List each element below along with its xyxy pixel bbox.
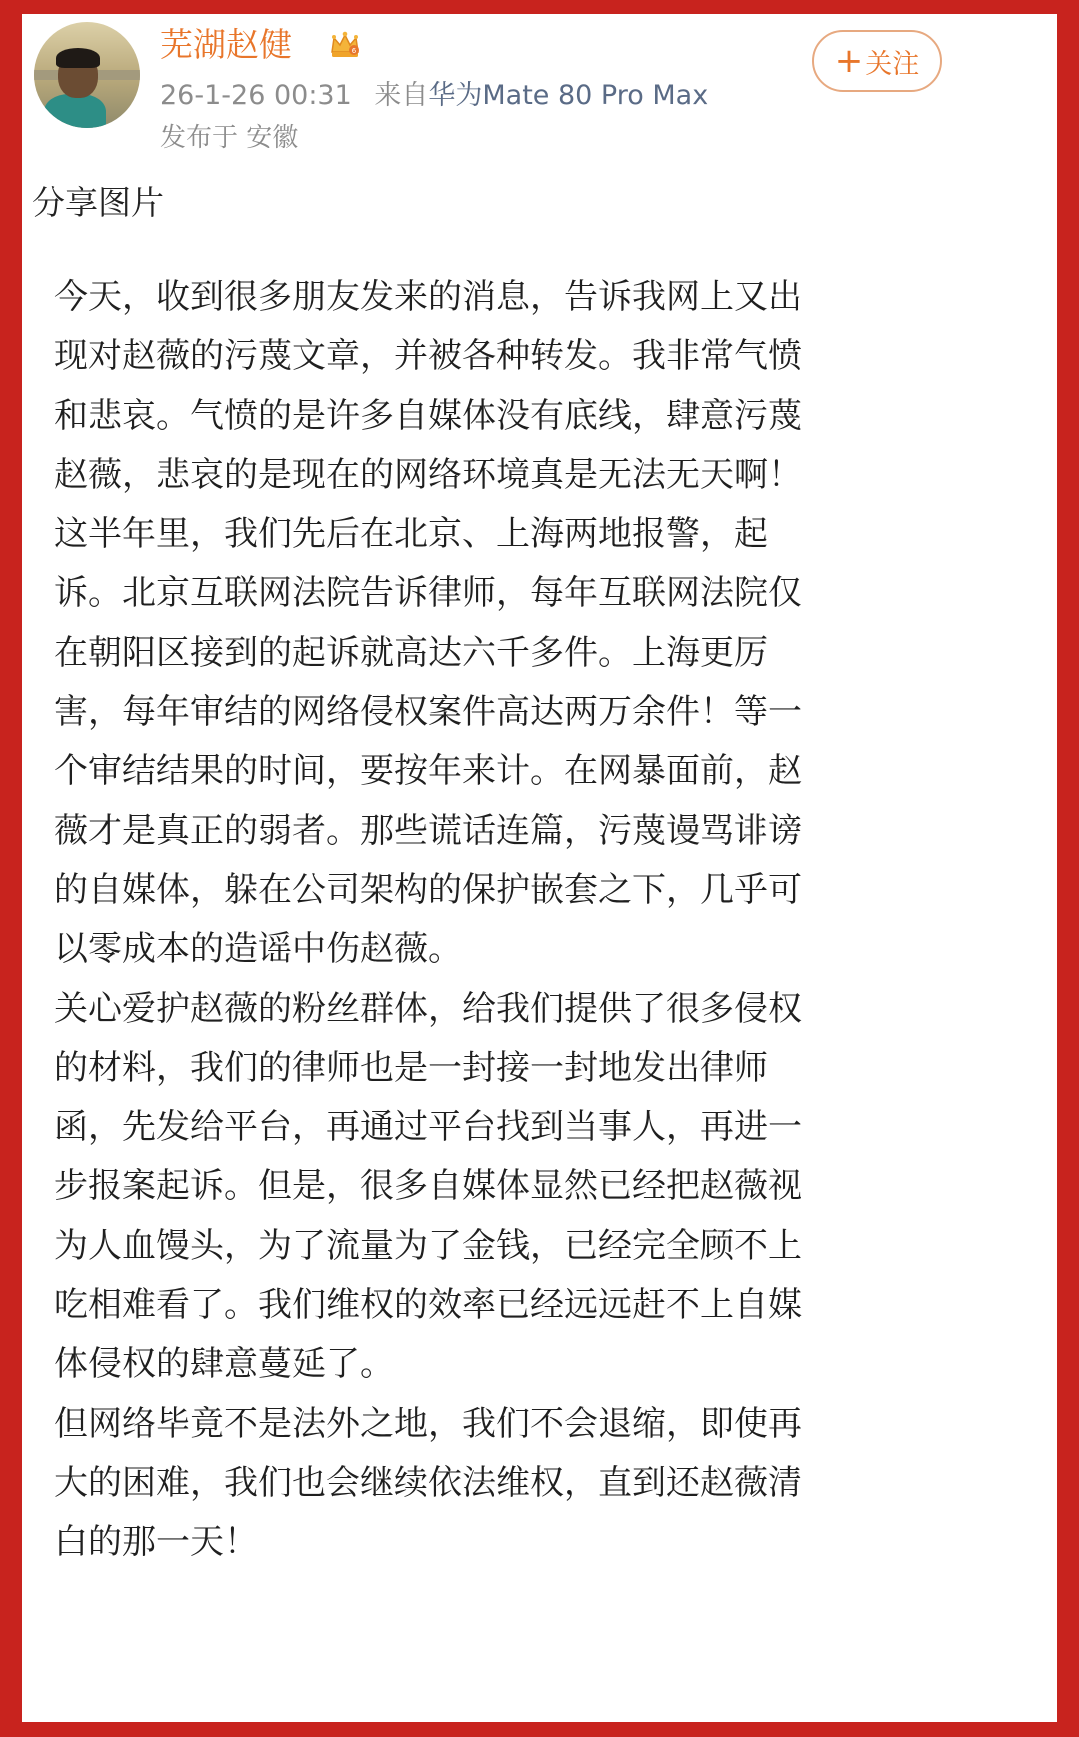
image-text-line: 赵薇，悲哀的是现在的网络环境真是无法无天啊！ [54, 454, 802, 495]
image-text-line: 函，先发给平台，再通过平台找到当事人，再进一 [54, 1107, 802, 1148]
avatar-hair [56, 48, 100, 68]
image-text-line: 关心爱护赵薇的粉丝群体，给我们提供了很多侵权 [54, 988, 802, 1029]
image-text-line: 今天，收到很多朋友发来的消息，告诉我网上又出 [54, 277, 802, 317]
image-text-line: 大的困难，我们也会继续依法维权，直到还赵薇清 [54, 1462, 802, 1503]
source-prefix: 来自 [374, 80, 429, 111]
image-text-line: 体侵权的肆意蔓延了。 [54, 1344, 394, 1385]
post-timestamp: 26-1-26 00:31 [160, 80, 352, 111]
image-text-line: 白的那一天！ [54, 1522, 258, 1563]
image-text-line: 这半年里，我们先后在北京、上海两地报警，起 [54, 514, 768, 555]
post-image[interactable] [54, 268, 1054, 1573]
image-text-line: 为人血馒头，为了流量为了金钱，已经完全顾不上 [54, 1225, 802, 1266]
image-text-line: 薇才是真正的弱者。那些谎话连篇，污蔑谩骂诽谤 [54, 810, 802, 851]
post-location: 发布于 安徽 [160, 123, 299, 153]
image-text-line: 以零成本的造谣中伤赵薇。 [54, 929, 462, 970]
plus-icon: + [834, 41, 864, 81]
post-text: 分享图片 [32, 183, 164, 222]
weibo-post-card [22, 14, 1057, 1722]
image-text-line: 个审结结果的时间，要按年来计。在网暴面前，赵 [54, 751, 802, 792]
image-text-line: 的材料，我们的律师也是一封接一封地发出律师 [54, 1047, 768, 1088]
avatar[interactable] [34, 22, 140, 128]
image-text-line: 诉。北京互联网法院告诉律师，每年互联网法院仅 [54, 573, 802, 614]
image-text-line: 吃相难看了。我们维权的效率已经远远赶不上自媒 [54, 1285, 802, 1326]
follow-button[interactable] [812, 30, 942, 92]
image-text-line: 和悲哀。气愤的是许多自媒体没有底线，肆意污蔑 [54, 395, 802, 436]
post-meta [160, 78, 708, 114]
image-text-line: 现对赵薇的污蔑文章，并被各种转发。我非常气愤 [54, 336, 802, 377]
device-link[interactable]: 华为Mate 80 Pro Max [428, 80, 709, 111]
image-text-line: 的自媒体，躲在公司架构的保护嵌套之下，几乎可 [54, 869, 802, 910]
svg-text:6: 6 [351, 47, 357, 55]
image-text-line: 但网络毕竟不是法外之地，我们不会退缩，即使再 [54, 1403, 802, 1444]
image-text-line: 步报案起诉。但是，很多自媒体显然已经把赵薇视 [54, 1166, 802, 1207]
follow-label: 关注 [865, 48, 920, 80]
avatar-body [44, 94, 106, 128]
username[interactable]: 芜湖赵健 [160, 25, 292, 64]
image-text-line: 在朝阳区接到的起诉就高达六千多件。上海更厉 [54, 632, 768, 673]
image-text-line: 害，每年审结的网络侵权案件高达两万余件！等一 [54, 692, 802, 733]
crown-icon [328, 28, 362, 62]
